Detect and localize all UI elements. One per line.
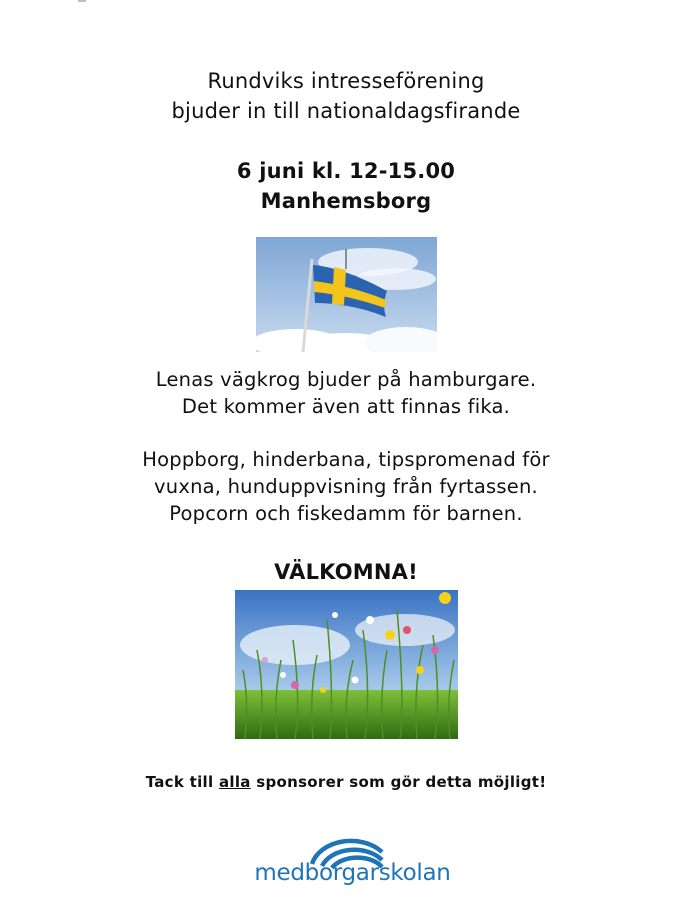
thanks-before: Tack till [145, 773, 219, 791]
corner-mark [78, 0, 86, 2]
medborgarskolan-logo [250, 830, 455, 894]
activities-line-3: Popcorn och fiskedamm för barnen. [169, 502, 523, 525]
food-paragraph [0, 366, 692, 420]
thanks-after: sponsorer som gör detta möjligt! [250, 773, 547, 791]
flag-photo [256, 237, 437, 352]
meadow-photo [235, 590, 458, 739]
venue: Manhemsborg [260, 189, 432, 213]
welcome-heading [0, 557, 692, 587]
thanks-underlined: alla [218, 773, 251, 791]
logo-wordmark: medborgarskolan [254, 860, 451, 886]
activities-line-1: Hoppborg, hinderbana, tipspromenad för [142, 448, 550, 471]
activities-line-2: vuxna, hunduppvisning från fyrtassen. [154, 475, 538, 498]
event-details [0, 156, 692, 216]
host-line: Rundviks intresseförening [207, 69, 485, 93]
activities-paragraph [0, 446, 692, 527]
invite-line: bjuder in till nationaldagsfirande [171, 99, 521, 123]
sponsor-thanks [0, 772, 692, 792]
food-line-1: Lenas vägkrog bjuder på hamburgare. [155, 368, 537, 391]
food-line-2: Det kommer även att finnas fika. [181, 395, 511, 418]
welcome-text: VÄLKOMNA! [274, 560, 418, 584]
invitation-heading [0, 66, 692, 126]
date-time: 6 juni kl. 12-15.00 [236, 159, 456, 183]
